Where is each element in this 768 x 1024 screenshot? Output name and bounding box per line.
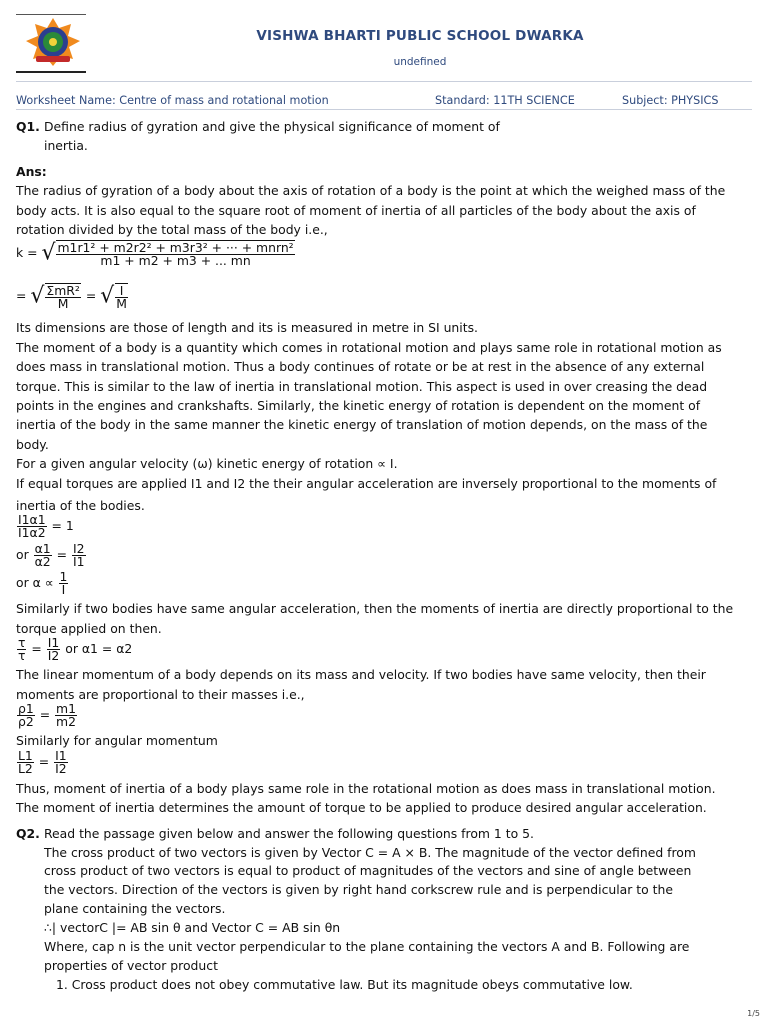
- q2-passage-line7: properties of vector product: [44, 958, 218, 973]
- eq2-num2: I: [115, 285, 128, 298]
- q1-p9-line2: The moment of inertia determines the amount of torque to be applied to produce desired angular acceleration.: [16, 800, 707, 815]
- eq2-den2: M: [116, 296, 127, 311]
- e5-den2: m2: [56, 714, 77, 729]
- q2-question: [16, 824, 752, 843]
- q1-p9-line1: Thus, moment of inertia of a body plays same role in the rotational motion as does mass in translational motion.: [16, 781, 716, 796]
- header-subtitle: undefined: [393, 56, 447, 68]
- q2-label: Q2.: [16, 826, 40, 841]
- equation-e2: [16, 543, 752, 568]
- q1-p3-line4: points in the engines and crankshafts. Similarly, the kinetic energy of rotation is dependent on the moment of: [16, 398, 701, 413]
- k-denominator: m1 + m2 + m3 + ... mn: [100, 253, 251, 268]
- e5-num2: m1: [56, 701, 77, 716]
- q2-passage-line2: cross product of two vectors is equal to product of magnitudes of the vectors and sine of angle between: [44, 863, 692, 878]
- subject: Subject: PHYSICS: [622, 94, 719, 107]
- e4-den2: I2: [47, 648, 60, 663]
- q2-passage-line1: The cross product of two vectors is given by Vector C = A × B. The magnitude of the vector defined from: [44, 845, 696, 860]
- equation-e6: [16, 750, 752, 775]
- school-logo: [22, 16, 84, 70]
- sqrt-symbol: √: [30, 283, 45, 309]
- q1-label: Q1.: [16, 119, 40, 134]
- equation-2: [16, 283, 752, 310]
- e2-num2: I2: [73, 541, 85, 556]
- e4-den: τ: [18, 648, 26, 663]
- sqrt-symbol: √: [41, 240, 56, 266]
- eq2-prefix: =: [16, 288, 27, 303]
- standard: Standard: 11TH SCIENCE: [435, 94, 575, 107]
- q1-p3-line5: inertia of the body in the same manner the kinetic energy of translation of motion depends, on the mass of the: [16, 417, 708, 432]
- e6-den2: I2: [55, 761, 67, 776]
- q1-p1-line3: rotation divided by the total mass of the body i.e.,: [16, 222, 328, 237]
- equation-e5: [16, 703, 752, 728]
- q1-p5-line2: inertia of the bodies.: [16, 498, 145, 513]
- logo-bottom-rule: [16, 71, 86, 73]
- q1-p4: For a given angular velocity (ω) kinetic energy of rotation ∝ I.: [16, 456, 398, 471]
- eq2-den1: M: [57, 296, 69, 311]
- e4-num: τ: [18, 635, 26, 650]
- school-name: VISHWA BHARTI PUBLIC SCHOOL DWARKA: [256, 28, 584, 44]
- e6-num2: I1: [55, 748, 67, 763]
- q1-question: [16, 117, 752, 136]
- e3-num: 1: [59, 569, 68, 584]
- q2-property-item1: 1. Cross product does not obey commutative law. But its magnitude obeys commutative low.: [56, 977, 633, 992]
- q1-p1-line2: body acts. It is also equal to the square root of moment of inertia of all particles of the body about the axis of: [16, 203, 696, 218]
- q1-p8: Similarly for angular momentum: [16, 733, 218, 748]
- q2-passage-line5: ∴| vectorC |= AB sin θ and Vector C = AB sin θn: [44, 920, 341, 935]
- e2-num: α1: [34, 541, 51, 556]
- q2-passage-line3: the vectors. Direction of the vectors is given by right hand corkscrew rule and is perpendicular to the: [44, 882, 674, 897]
- page-number: 1/5: [747, 1009, 760, 1018]
- q1-p6-line1: Similarly if two bodies have same angular acceleration, then the moments of inertia are directly proportional to the: [16, 601, 734, 616]
- q1-p5-line1: If equal torques are applied I1 and I2 the their angular acceleration are inversely proportional to the moments of: [16, 476, 717, 491]
- worksheet-name: Worksheet Name: Centre of mass and rotational motion: [16, 94, 329, 107]
- q1-p2: Its dimensions are those of length and its is measured in metre in SI units.: [16, 320, 478, 335]
- e3-pre: or α ∝: [16, 575, 54, 590]
- eq2-mid: =: [85, 288, 97, 303]
- meta-divider: [16, 109, 752, 110]
- q1-p7-line1: The linear momentum of a body depends on its mass and velocity. If two bodies have same velocity, then their: [16, 667, 706, 682]
- e4-rhs: or α1 = α2: [65, 641, 133, 656]
- e5-mid: =: [39, 707, 51, 722]
- q1-p7-line2: moments are proportional to their masses i.e.,: [16, 687, 305, 702]
- q2-passage-line6: Where, cap n is the unit vector perpendicular to the plane containing the vectors A and B. Following are: [44, 939, 690, 954]
- e2-den2: I1: [73, 554, 85, 569]
- q2-passage-line4: plane containing the vectors.: [44, 901, 226, 916]
- q1-answer-label: Ans:: [16, 164, 47, 179]
- e5-den: ρ2: [18, 714, 34, 729]
- header-divider: [16, 81, 752, 82]
- q1-line1: Define radius of gyration and give the physical significance of moment of: [44, 119, 500, 134]
- e2-mid: =: [56, 547, 68, 562]
- e4-mid: =: [31, 641, 42, 656]
- e6-mid: =: [38, 754, 50, 769]
- e1-rhs: = 1: [51, 518, 74, 533]
- q1-line2: inertia.: [44, 138, 88, 153]
- q1-p6-line2: torque applied on then.: [16, 621, 162, 636]
- e3-den: I: [61, 582, 66, 597]
- q1-p1-line1: The radius of gyration of a body about the axis of rotation of a body is the point at which the weighed mass of the: [16, 183, 726, 198]
- e6-den: L2: [18, 761, 33, 776]
- e2-pre: or: [16, 547, 29, 562]
- q1-p3-line1: The moment of a body is a quantity which comes in rotational motion and plays same role in rotational motion as: [16, 340, 722, 355]
- q2-line1: Read the passage given below and answer the following questions from 1 to 5.: [44, 826, 534, 841]
- q1-p3-line3: torque. This is similar to the law of inertia in translational motion. This aspect is used in over creasing the dead: [16, 379, 708, 394]
- logo-top-rule: [16, 14, 86, 15]
- q1-p3-line6: body.: [16, 437, 49, 452]
- sqrt-symbol: √: [100, 283, 115, 309]
- equation-e4: [16, 637, 752, 662]
- e1-den: I1α2: [18, 525, 46, 540]
- equation-e3: [16, 571, 752, 596]
- k-numerator: m1r1² + m2r2² + m3r3² + ··· + mnrn²: [57, 240, 294, 255]
- e2-den: α2: [34, 554, 51, 569]
- e4-num2: I1: [47, 635, 60, 650]
- e1-num: I1α1: [18, 512, 46, 527]
- q1-p3-line2: does mass in translational motion. Thus a body continues of rotate or be at rest in the absence of any external: [16, 359, 705, 374]
- e5-num: ρ1: [18, 701, 34, 716]
- equation-e1: [16, 514, 752, 539]
- k-prefix: k =: [16, 245, 38, 260]
- eq2-num1: ΣmR²: [46, 283, 80, 298]
- e6-num: L1: [18, 748, 33, 763]
- equation-k: [16, 240, 752, 267]
